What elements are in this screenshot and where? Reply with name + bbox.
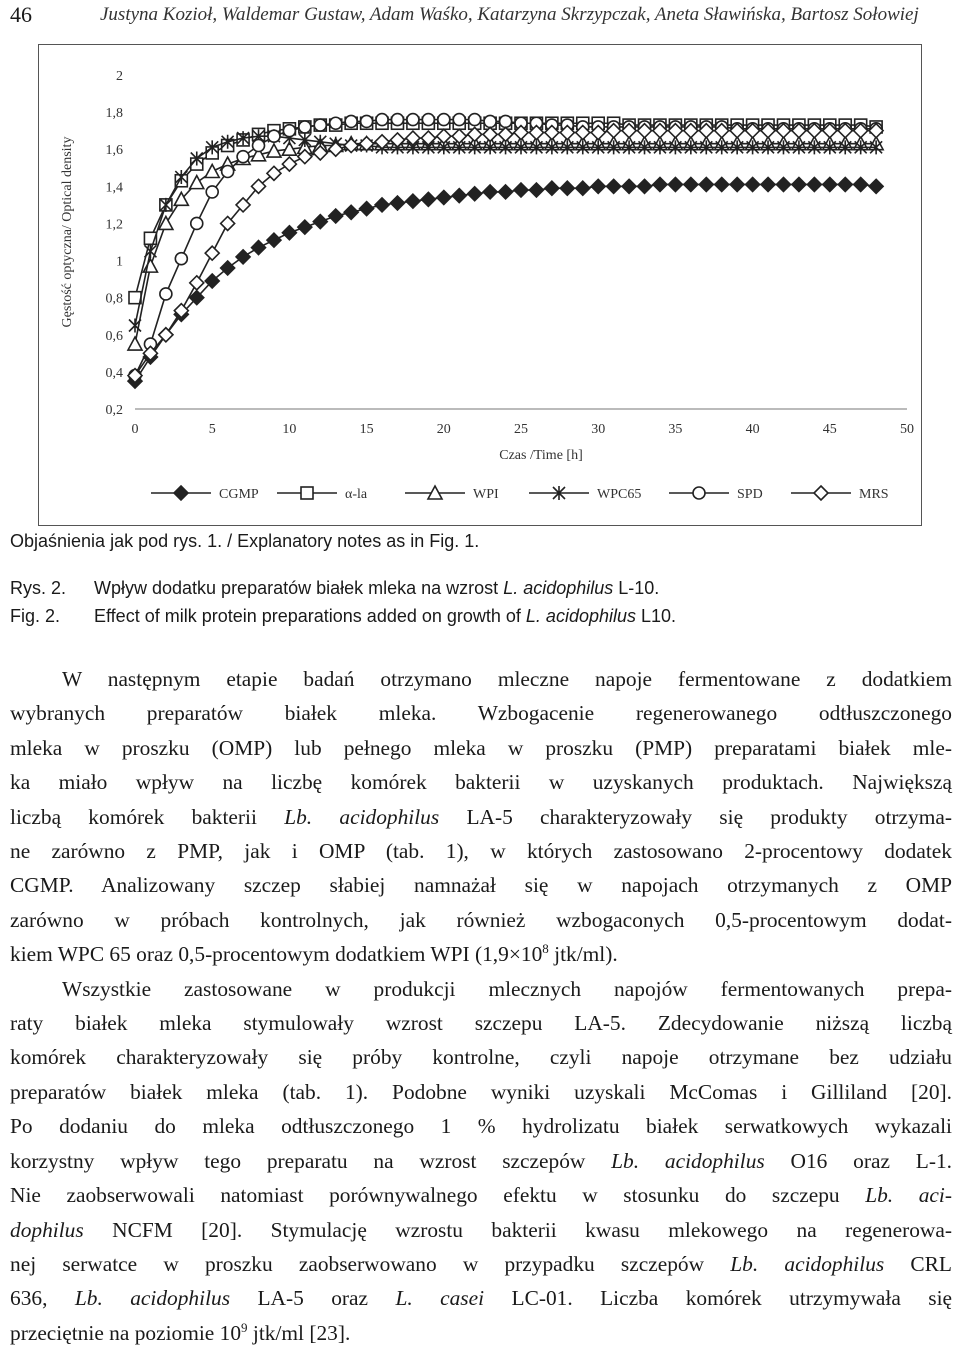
- data-point: [421, 192, 435, 206]
- x-tick-label: 45: [822, 422, 837, 437]
- data-point: [838, 177, 852, 191]
- data-point: [390, 196, 404, 210]
- data-point: [499, 185, 513, 199]
- data-point: [715, 177, 729, 191]
- page-number: 46: [10, 2, 32, 27]
- data-point: [160, 288, 172, 300]
- legend-item: [669, 487, 763, 502]
- data-point: [500, 115, 512, 127]
- x-tick-label: 10: [282, 422, 297, 437]
- line-chart: [39, 45, 923, 527]
- legend-item: [791, 486, 889, 502]
- data-point: [684, 177, 698, 191]
- data-point: [345, 115, 357, 127]
- x-tick-label: 50: [900, 422, 914, 437]
- data-point: [761, 177, 775, 191]
- text-line: CGMP. Analizowany szczep słabiej namnażał się w napojach otrzymanych z OMP: [10, 873, 952, 898]
- x-tick-label: 30: [591, 422, 606, 437]
- x-tick-label: 40: [745, 422, 760, 437]
- series-wpi: [128, 137, 883, 350]
- data-point: [190, 176, 204, 189]
- data-point: [267, 233, 281, 247]
- data-point: [268, 130, 280, 142]
- series-line: [135, 144, 876, 344]
- figure-2-chart: [38, 44, 922, 526]
- data-point: [299, 121, 311, 133]
- data-point: [452, 129, 466, 143]
- x-tick-label: 0: [131, 422, 139, 437]
- data-point: [776, 177, 790, 191]
- y-tick-label: 0,6: [105, 328, 123, 344]
- text-line: przeciętnie na poziomie $10^9$ jtk/ml [23].: [10, 1319, 351, 1345]
- data-point: [545, 181, 559, 195]
- legend-label: α-la: [345, 487, 368, 502]
- legend-marker: [174, 486, 188, 500]
- y-tick-label: 1,4: [105, 180, 123, 196]
- data-point: [252, 241, 266, 255]
- data-point: [807, 177, 821, 191]
- data-point: [282, 226, 296, 240]
- text-line: kiem WPC 65 oraz 0,5-procentowym dodatkiem WPI ($1,9\times 10^8$ jtk/ml).: [10, 941, 618, 967]
- y-tick-label: 2: [116, 69, 123, 84]
- data-point: [668, 177, 682, 191]
- data-point: [237, 151, 249, 163]
- data-point: [313, 215, 327, 229]
- series-line: [135, 184, 876, 381]
- data-point: [406, 194, 420, 208]
- text-line: korzystny wpływ tego preparatu na wzrost szczepów Lb. acidophilus O16 oraz L-1.: [10, 1148, 953, 1173]
- data-point: [175, 253, 187, 265]
- data-point: [730, 177, 744, 191]
- data-point: [375, 198, 389, 212]
- text-line: zarówno w próbach kontrolnych, jak również wzbogaconych 0,5-procentowym dodat-: [10, 907, 952, 932]
- running-head-authors: Justyna Kozioł, Waldemar Gustaw, Adam Waśko, Katarzyna Skrzypczak, Aneta Sławińska, Bartosz Sołowiej: [100, 4, 919, 25]
- data-point: [143, 259, 157, 272]
- x-tick-label: 15: [359, 422, 374, 437]
- data-point: [253, 140, 265, 152]
- data-point: [622, 179, 636, 193]
- data-point: [361, 115, 373, 127]
- caption-english-label: Fig. 2.: [10, 606, 61, 626]
- data-point: [638, 179, 652, 193]
- x-tick-label: 5: [208, 422, 216, 437]
- data-point: [236, 250, 250, 264]
- data-point: [329, 209, 343, 223]
- y-tick-label: 1,2: [105, 217, 123, 233]
- text-line: nej serwatce w proszku zaobserwowano w przypadku szczepów Lb. acidophilus CRL: [10, 1251, 953, 1276]
- legend-item: [405, 486, 499, 502]
- data-point: [344, 205, 358, 219]
- legend-marker: [814, 486, 828, 500]
- data-point: [437, 129, 451, 143]
- y-tick-label: 1,8: [105, 106, 123, 122]
- data-point: [376, 114, 388, 126]
- legend-label: MRS: [859, 487, 889, 502]
- data-point: [205, 246, 219, 260]
- text-line: raty białek mleka stymulowały wzrost szczepu LA-5. Zdecydowanie niższą liczbą: [10, 1011, 952, 1036]
- text-line: 636, Lb. acidophilus LA-5 oraz L. casei LC-01. Liczba komórek utrzymywała się: [10, 1286, 953, 1311]
- legend-label: WPI: [473, 487, 499, 502]
- y-tick-label: 0,2: [105, 403, 123, 418]
- data-point: [282, 157, 296, 171]
- data-point: [128, 337, 142, 350]
- paragraph-2: [10, 972, 952, 1350]
- text-line: Wszystkie zastosowane w produkcji mlecznych napojów fermentowanych prepa-: [62, 976, 952, 1001]
- data-point: [514, 183, 528, 197]
- data-point: [591, 179, 605, 193]
- data-point: [484, 115, 496, 127]
- data-point: [653, 177, 667, 191]
- data-point: [452, 189, 466, 203]
- x-tick-label: 25: [514, 422, 528, 437]
- legend-label: SPD: [737, 487, 763, 502]
- data-point: [407, 114, 419, 126]
- text-line: dophilus NCFM [20]. Stymulację wzrostu bakterii kwasu mlekowego na regenerowa-: [10, 1217, 952, 1242]
- data-point: [699, 177, 713, 191]
- y-axis-label: Gęstość optyczna/ Optical density: [60, 136, 75, 328]
- data-point: [360, 202, 374, 216]
- data-point: [222, 165, 234, 177]
- data-point: [483, 185, 497, 199]
- page-header: [0, 0, 960, 34]
- caption-polish: Rys. 2. Wpływ dodatku preparatów białek mleka na wzrost L. acidophilus L-10.: [10, 578, 660, 598]
- legend-marker: [301, 487, 313, 499]
- y-tick-label: 1,6: [105, 143, 123, 159]
- text-line: ka miało wpływ na liczbę komórek bakterii w uzyskanych produktach. Największą: [10, 770, 952, 795]
- species-name: L. acidophilus: [503, 578, 614, 598]
- x-tick-label: 20: [436, 422, 451, 437]
- data-point: [298, 220, 312, 234]
- data-point: [191, 217, 203, 229]
- data-point: [823, 177, 837, 191]
- text-line: liczbą komórek bakterii Lb. acidophilus LA-5 charakteryzowały się produkty otrzyma-: [10, 804, 952, 829]
- x-axis-label: Czas /Time [h]: [499, 448, 583, 463]
- y-tick-label: 0,4: [105, 365, 123, 381]
- text-line: Po dodaniu do mleka odtłuszczonego 1 % hydrolizatu białek serwatkowych wykazali: [10, 1114, 952, 1139]
- data-point: [438, 114, 450, 126]
- data-point: [469, 114, 481, 126]
- caption-english: Fig. 2. Effect of milk protein preparations added on growth of L. acidophilus L10.: [10, 606, 677, 626]
- data-point: [205, 164, 219, 177]
- body-text: [10, 662, 952, 1350]
- data-point: [869, 179, 883, 193]
- caption-polish-label: Rys. 2.: [10, 578, 67, 598]
- data-point: [529, 183, 543, 197]
- legend-item: [529, 486, 641, 502]
- legend-label: CGMP: [219, 487, 259, 502]
- data-point: [607, 179, 621, 193]
- y-tick-label: 0,8: [105, 291, 123, 307]
- data-point: [854, 177, 868, 191]
- species-name: L. acidophilus: [525, 606, 636, 626]
- data-point: [453, 114, 465, 126]
- text-line: preparatów białek mleka (tab. 1). Podobne wyniki uzyskali McComas i Gilliland [20].: [10, 1079, 952, 1104]
- text-line: mleka w proszku (OMP) lub pełnego mleka w proszku (PMP) preparatami białek mle-: [10, 735, 952, 760]
- data-point: [206, 186, 218, 198]
- legend-marker: [693, 487, 705, 499]
- data-point: [391, 114, 403, 126]
- data-point: [437, 190, 451, 204]
- data-point: [422, 114, 434, 126]
- data-point: [468, 187, 482, 201]
- data-point: [560, 181, 574, 195]
- legend-item: [277, 487, 368, 502]
- x-tick-label: 35: [668, 422, 683, 437]
- text-line: wybranych preparatów białek mleka. Wzbogacenie regenerowanego odtłuszczonego: [10, 701, 952, 726]
- data-point: [576, 181, 590, 195]
- paragraph-1: [10, 662, 952, 972]
- text-line: Nie zaobserwowali natomiast porównywalnego efektu w stosunku do szczepu Lb. aci-: [10, 1183, 952, 1208]
- text-line: W następnym etapie badań otrzymano mleczne napoje fermentowane z dodatkiem: [62, 667, 952, 691]
- data-point: [792, 177, 806, 191]
- explanatory-note: Objaśnienia jak pod rys. 1. / Explanatory notes as in Fig. 1.: [10, 531, 480, 551]
- data-point: [330, 117, 342, 129]
- data-point: [283, 125, 295, 137]
- data-point: [314, 119, 326, 131]
- text-line: ne zarówno z PMP, jak i OMP (tab. 1), w których zastosowano 2-procentowy dodatek: [10, 839, 952, 864]
- legend-item: [151, 486, 259, 502]
- data-point: [746, 177, 760, 191]
- text-line: komórek charakteryzowały się próby kontrolne, czyli napoje otrzymane bez udziału: [10, 1045, 952, 1070]
- y-tick-label: 1: [116, 254, 123, 270]
- legend-label: WPC65: [597, 487, 642, 502]
- data-point: [190, 276, 204, 290]
